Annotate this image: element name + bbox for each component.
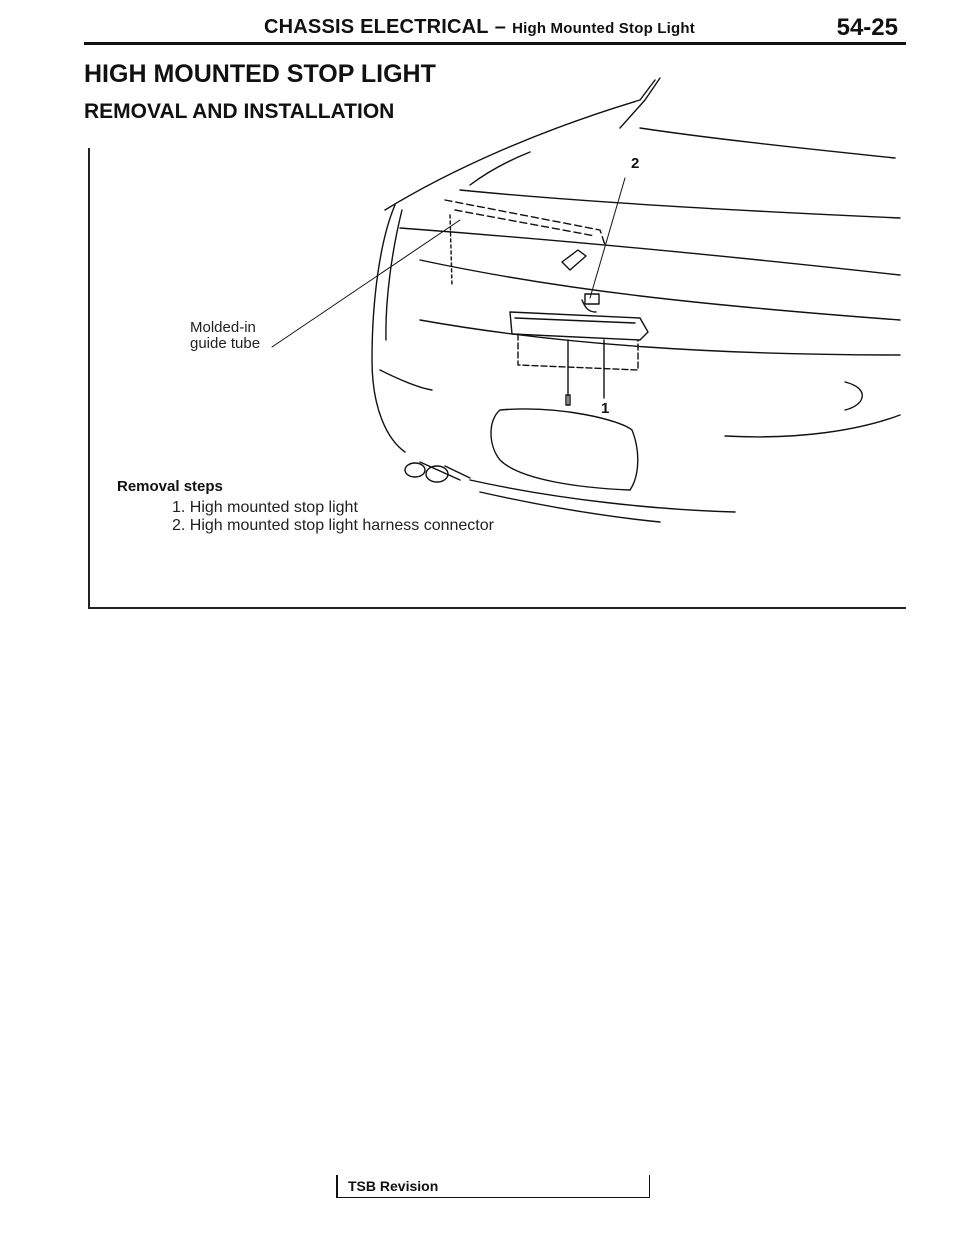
roof-outline [385,80,655,210]
quarter-panel [372,205,405,452]
rocker-line-2 [480,492,660,522]
bumper-bottom-right [725,415,900,437]
callout-line-2: guide tube [190,335,261,352]
license-recess [491,409,638,490]
exhaust-tip-1 [405,463,425,477]
quarter-inner [386,210,402,340]
page-number: 54-25 [836,14,898,41]
label-1: 1 [601,400,610,417]
leader-guide-tube [272,220,460,347]
header-topic: High Mounted Stop Light [512,20,695,37]
rocker-line [470,480,735,512]
exhaust-tip-2 [426,466,448,482]
spoiler-dashed-2 [455,210,595,236]
leader-2 [590,178,625,298]
callout-line-1: Molded-in [190,319,256,336]
fascia-mid [420,320,900,355]
tsb-revision-label: TSB Revision [337,1175,438,1197]
header-separator: – [494,16,507,38]
header-section: CHASSIS ELECTRICAL [264,16,489,38]
removal-steps-heading: Removal steps [117,478,223,495]
page-subtitle: REMOVAL AND INSTALLATION [84,100,395,123]
fascia-lower [380,370,432,390]
spoiler-top [460,190,900,218]
hatch-inner [470,152,530,185]
harness-wire [582,300,596,312]
connector-plug [585,294,599,304]
tsb-revision-box [336,1175,650,1198]
removal-step-1: 1. High mounted stop light [172,499,358,516]
harness-connector [562,250,586,270]
roof-edge [640,128,895,158]
guide-tube-callout [190,320,260,352]
fascia-upper [420,260,900,320]
hatch-glass-line [620,78,660,128]
label-2: 2 [631,155,640,172]
stop-light-lens [515,318,635,323]
bumper-curve-right [845,382,862,410]
page-title: HIGH MOUNTED STOP LIGHT [84,60,436,88]
removal-step-2: 2. High mounted stop light harness connector [172,517,494,534]
spoiler-bottom [400,228,900,275]
